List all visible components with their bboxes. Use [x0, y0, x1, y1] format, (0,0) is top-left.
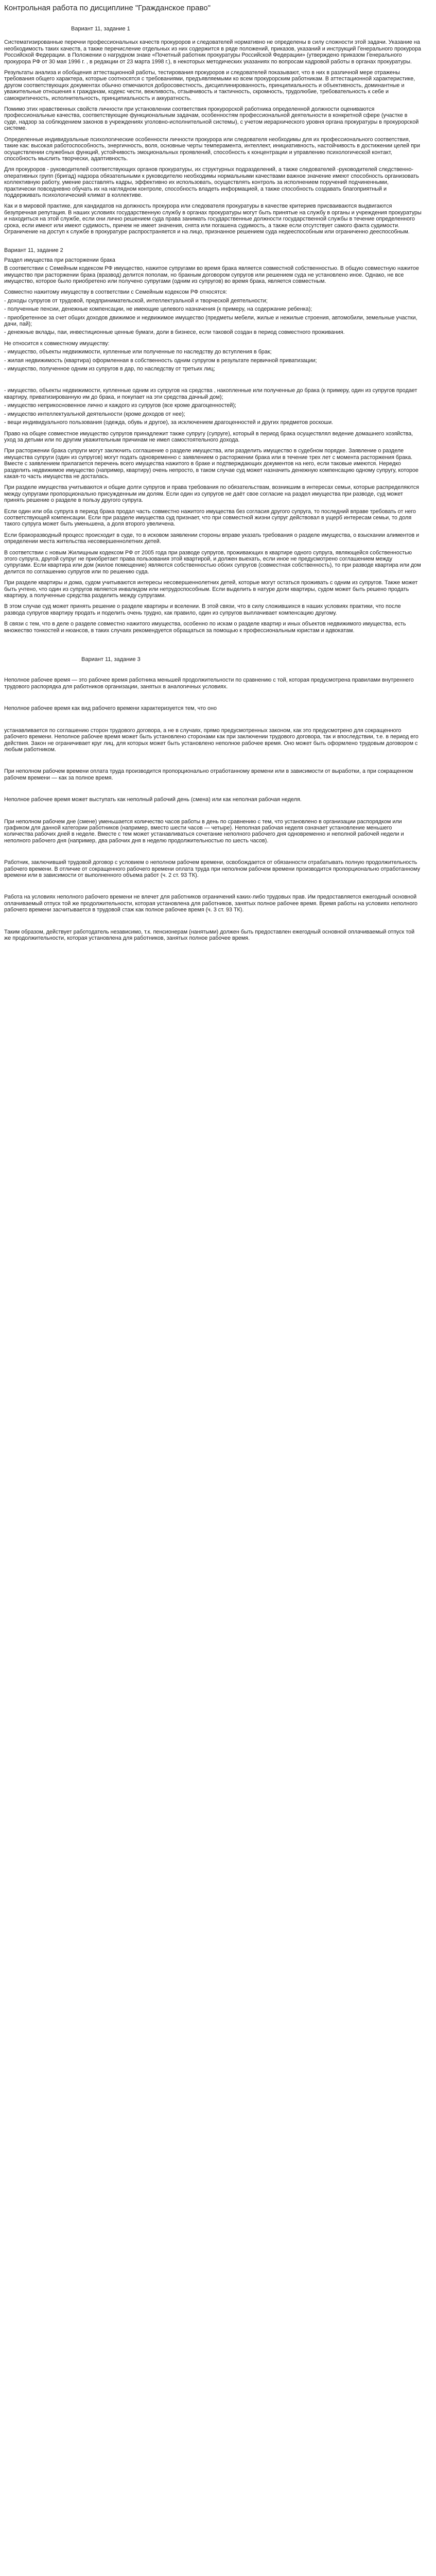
- section-task-2: [4, 247, 422, 634]
- section-task-1: [4, 26, 422, 235]
- paragraph: В соответствии с Семейным кодексом РФ имущество, нажитое супругами во время брака является совместной собственностью. В общую совместную нажитое имущество при расторжении брака (вразвод) делится пополам, но бракным договором супругов или решением суда не установлено иное. Однако, не все имущество, которое было приобретено или получено супругами (одним из супругов) во время брака, является совместным.: [4, 265, 420, 284]
- paragraph: При неполном рабочем времени оплата труда производится пропорционально отработанному времени или в зависимости от выработки, а при сокращенном рабочем времени — как за полное время.: [4, 768, 413, 781]
- paragraph: Как и в мировой практике, для кандидатов на должность прокурора или следователя прокуратуры в качестве критериев присваиваются выдвигаются безупречная репутация. В наших условиях государственную службу в органах прокуратуры могут быть принятые на службу в органы и учреждения прокуратуры и находиться на этой службе, если они лично решением суда права занимать государственные должности государственной службы в течение определенного срока, если имеют или имеют судимость, причем не имеет значения, снята или погашена судимость, а также если отсутствует самого факта судимости. Ограничение на доступ к службе в прокуратуре распространяется и на лицо, признанное решением суда недееспособным или ограниченно дееспособным.: [4, 203, 422, 235]
- paragraph: Если бракоразводный процесс происходит в суде, то в исковом заявлении стороны вправе указать требования о разделе имущества, о взыскании алиментов и определении места жительства несовершеннолетних детей.: [4, 532, 420, 545]
- list-item: - приобретенное за счет общих доходов движимое и недвижимое имущество (предметы мебели, жилые и нежилые строения, автомобили, земельные участки, дачи, пай);: [4, 314, 417, 328]
- paragraph: Результаты анализа и обобщения аттестационной работы, тестирования прокуроров и следователей показывают, что в них в различной мере отражены требования общего характера, которые соотносятся с требованиями, предъявляемыми ко всем прокурорским работникам. В аттестационной характеристике, другом соответствующих документах обычно отмечаются добросовестность, дисциплинированность, принципиальность и объективность, доминантные и уважительные отношения к гражданам, кодекс чести, вежливость, отзывчивость и тактичность, скромность, трудолюбие, требовательность к себе и самокритичность, исполнительность, принципиальность и аккуратность.: [4, 70, 415, 101]
- paragraph: Не относится к совместному имуществу:: [4, 340, 110, 347]
- paragraph: Помимо этих нравственных свойств личности при установлении соответствия прокурорской работника определенной должности оцениваются профессиональные качества, соответствующие функциональным задачам, особенностям профессиональной деятельности в конкретной сфере (участке в суде, надзор за соблюдением законов в учреждениях уголовно-исполнительной системы), с учетом иерархического уровня органа прокуратуры в прокурорской системе.: [4, 106, 419, 132]
- paragraph: Неполное рабочее время может выступать как неполный рабочий день (смена) или как неполная рабочая неделя.: [4, 796, 302, 803]
- paragraph: В связи с тем, что в деле о разделе совместно нажитого имущества, особенно по искам о разделе квартир и иных объектов недвижимого имущества, есть множество тонкостей и нюансов, в таких случаях рекомендуется обращаться за помощью к профессиональным юристам и адвокатам.: [4, 621, 406, 634]
- paragraph: В соответствии с новым Жилищным кодексом РФ от 2005 года при разводе супругов, проживающих в квартире одного супруга, являющейся собственностью этого супруга, другой супруг не приобретает права пользования этой квартирой, и должен выехать, если иное не предусмотрено соглашением между супругами. Если квартира или дом (жилое помещение) являются собственностью обоих супругов (совместная собственность), то при разводе квартира или дом делится по соглашению супругов или по решению суда.: [4, 549, 421, 575]
- paragraph: Раздел имущества при расторжении брака: [4, 257, 115, 263]
- paragraph: При неполном рабочем дне (смене) уменьшается количество часов работы в день по сравнению с тем, что установлено в организации распорядком или графиком для данной категории работников (например, вместо шести часов — четыре). Неполная рабочая неделя означает установление меньшего количества рабочих дней в неделе. Вместе с тем может устанавливаться сочетание неполного рабочего дня одновременно и неполной рабочей недели и неполного рабочего дня (например, два рабочих дня в неделю продолжительностью по шесть часов).: [4, 818, 404, 844]
- section-heading: Вариант 11, задание 3: [81, 656, 141, 663]
- paragraph: Право на общее совместное имущество супругов принадлежит также супругу (супруге), который в период брака осуществлял ведение домашнего хозяйства, уход за детьми или по другим уважительным причинам не имел самостоятельного дохода.: [4, 430, 413, 443]
- paragraph: При расторжении брака супруги могут заключить соглашение о разделе имущества, или разделить имущество в судебном порядке. Заявление о разделе имущества супруги (один из супругов) могут подать одновременно с заявлением о расторжении брака или в течение трех лет с момента расторжения брака. Вместе с заявлением прилагается перечень всего имущества нажитого в браке и подтверждающих документов на него, если таковые имеются. Нередко разделить недвижимое имущество (например, квартиру) очень непросто, в таком случае суд может назначить денежную компенсацию одному супругу, которое какая-то часть имущества не досталась.: [4, 448, 418, 480]
- section-heading: Вариант 11, задание 2: [4, 247, 63, 254]
- paragraph: Для прокуроров - руководителей соответствующих органов прокуратуры, их структурных подразделений, а также следователей -руководителей следственно-оперативных групп (бригад) надзора обязательными к руководителю необходимы нормальными качествами важное значение имеют способность организовать коллективную работу, умение расставлять кадры, эффективно их использовать, осуществлять контроль за исполнением поручений подчиненными, практически повседневно обучать их на наглядном контроле, способность владеть информацией, а также способность создавать благоприятный и поддерживать психологический климат в коллективе.: [4, 166, 419, 198]
- list-item: - доходы супругов от трудовой, предпринимательской, интеллектуальной и творческой деятельности;: [4, 297, 268, 304]
- paragraph: При разделе квартиры и дома, судом учитываются интересы несовершеннолетних детей, которые могут остаться проживать с одним из супругов. Также может быть учтено, что один из супругов является инвалидом или нетрудоспособным. Если выделить в натуре доли квартиры, судом может быть решено продать квартиру, а полученные средства разделить между супругами.: [4, 580, 418, 599]
- document-page: [0, 0, 427, 956]
- paragraph: Определенные индивидуальные психологические особенности личности прокурора или следователя необходимы для их профессионального соответствия, такие как: высокая работоспособность, энергичность, воля, основные черты темперамента, интеллект, инициативность, настойчивость в достижении целей при осуществлении служебных функций, устойчивость эмоциональных проявлений, способность к концентрации и управлению психологической контакт, способность мыслить творчески, адаптивность.: [4, 136, 420, 162]
- list-item: - вещи индивидуального пользования (одежда, обувь и другое), за исключением драгоценностей и других предметов роскоши.: [4, 419, 334, 426]
- list-item: - полученные пенсии, денежные компенсации, не имеющие целевого назначения (к примеру, на содержание ребенка);: [4, 306, 312, 313]
- paragraph: Неполное рабочее время как вид рабочего времени характеризуется тем, что оно: [4, 705, 217, 712]
- paragraph: Неполное рабочее время — это рабочее время работника меньшей продолжительности по сравнению с той, которая предусмотрена правилами внутреннего трудового распорядка для работников организации, занятых в аналогичных условиях.: [4, 677, 414, 690]
- list-item: - имущество, объекты недвижимости, купленные или полученные по наследству до вступления в брак;: [4, 349, 272, 355]
- section-heading: Вариант 11, задание 1: [71, 26, 130, 32]
- paragraph: Таким образом, действует работодатель независимо, т.к. пенсионерам (нанятыми) должен быть предоставлен ежегодный основной оплачиваемый отпуск той же продолжительности, которая установлена для работников, занятых полное рабочее время.: [4, 928, 415, 941]
- section-task-3: [4, 656, 422, 941]
- paragraph: Работник, заключивший трудовой договор с условием о неполном рабочем времени, освобождается от обязанности отрабатывать полную продолжительность рабочего времени. В отличие от сокращенного рабочего времени оплата труда при неполном рабочем времени производится пропорционально отработанному времени или в зависимости от выполненного объема работ (ч. 2 ст. 93 ТК).: [4, 859, 420, 878]
- list-item: - имущество неприкосновенное лично и каждого из супругов (все кроме драгоценностей);: [4, 402, 237, 409]
- list-item: - имущество, полученное одним из супругов в дар, по наследству от третьих лиц;: [4, 366, 215, 372]
- paragraph: В этом случае суд может принять решение о разделе квартиры и вселении. В этой связи, что в силу сложившихся в наших условиях практики, что после развода супругов квартиру продать и поделить очень трудно, как правило, один из супругов выплачивает компенсацию другому.: [4, 603, 401, 616]
- paragraph: Если один или оба супруга в период брака продал часть совместно нажитого имущества без согласия другого супруга, то последний вправе требовать от него соответствующей компенсации. Если при разделе имущества суд признает, что при совместной жизни супруг действовал в ущерб интересам семьи, то доля такого супруга может быть уменьшена, а доля второго увеличена.: [4, 508, 416, 528]
- list-item: - имущество интеллектуальной деятельности (кроме доходов от нее);: [4, 411, 185, 417]
- paragraph: Совместно нажитому имуществу в соответствии с Семейным кодексом РФ относятся:: [4, 289, 228, 296]
- paragraph: Систематизированные перечни профессиональных качеств прокуроров и следователей нормативно не определены в силу сложности этой задачи. Указание на необходимость таких качеств, а также перечисление отдельных из них содержится в ряде положений, приказов, указаний и инструкций Генерального прокурора Российской Федерации. в Положении о нагрудном знаке «Почетный работник прокуратуры Российской Федерации» (утверждено приказом Генерального прокурора РФ от 30 мая 1996 г. , в редакции от 23 марта 1998 г.), в некоторых методических указаниях по вопросам кадровой работы в органах прокуратуры.: [4, 39, 422, 65]
- list-item: - денежные вклады, паи, инвестиционные ценные бумаги, доли в бизнесе, если таковой создан в период совместного проживания.: [4, 329, 345, 336]
- list-item: - имущество, объекты недвижимости, купленные одним из супругов на средства , накопленные или полученные до брака (к примеру, один из супругов продает квартиру, приватизированную им до брака, и покупает на эти средства дачный дом);: [4, 387, 417, 400]
- page-title: Контрольная работа по дисциплине "Гражданское право": [4, 4, 211, 12]
- paragraph: Работа на условиях неполного рабочего времени не влечет для работников ограничений каких-либо трудовых прав. Им предоставляется ежегодный основной оплачиваемый отпуск той же продолжительности, которая установлена для работников, занятых полное рабочее время. Время работы на условиях неполного рабочего времени засчитывается в трудовой стаж как полное рабочее время (ч. 3 ст. 93 ТК).: [4, 894, 418, 913]
- paragraph: При разделе имущества учитываются и общие долги супругов и права требования по обязательствам, возникшим в интересах семьи, которые распределяются между супругами пропорционально присужденным им долям. Если один из супругов не даёт свое согласие на раздел имущества при разводе, суд может принять решение о разделе в пользу другого супруга.: [4, 484, 420, 504]
- paragraph: устанавливается по соглашению сторон трудового договора, а не в случаях, прямо предусмотренных законом, как это предусмотрено для сокращенного рабочего времени. Неполное рабочее время может быть установлено сторонами как при заключении трудового договора, так и впоследствии, т.е. в период его действия. Закон не ограничивает круг лиц, для которых может быть установлено неполное рабочее время. Оно может быть оформлено трудовым договором с любым работником.: [4, 727, 418, 753]
- list-item: - жилая недвижимость (квартира) оформленная в собственность одним супругом в результате первичной приватизации;: [4, 357, 317, 364]
